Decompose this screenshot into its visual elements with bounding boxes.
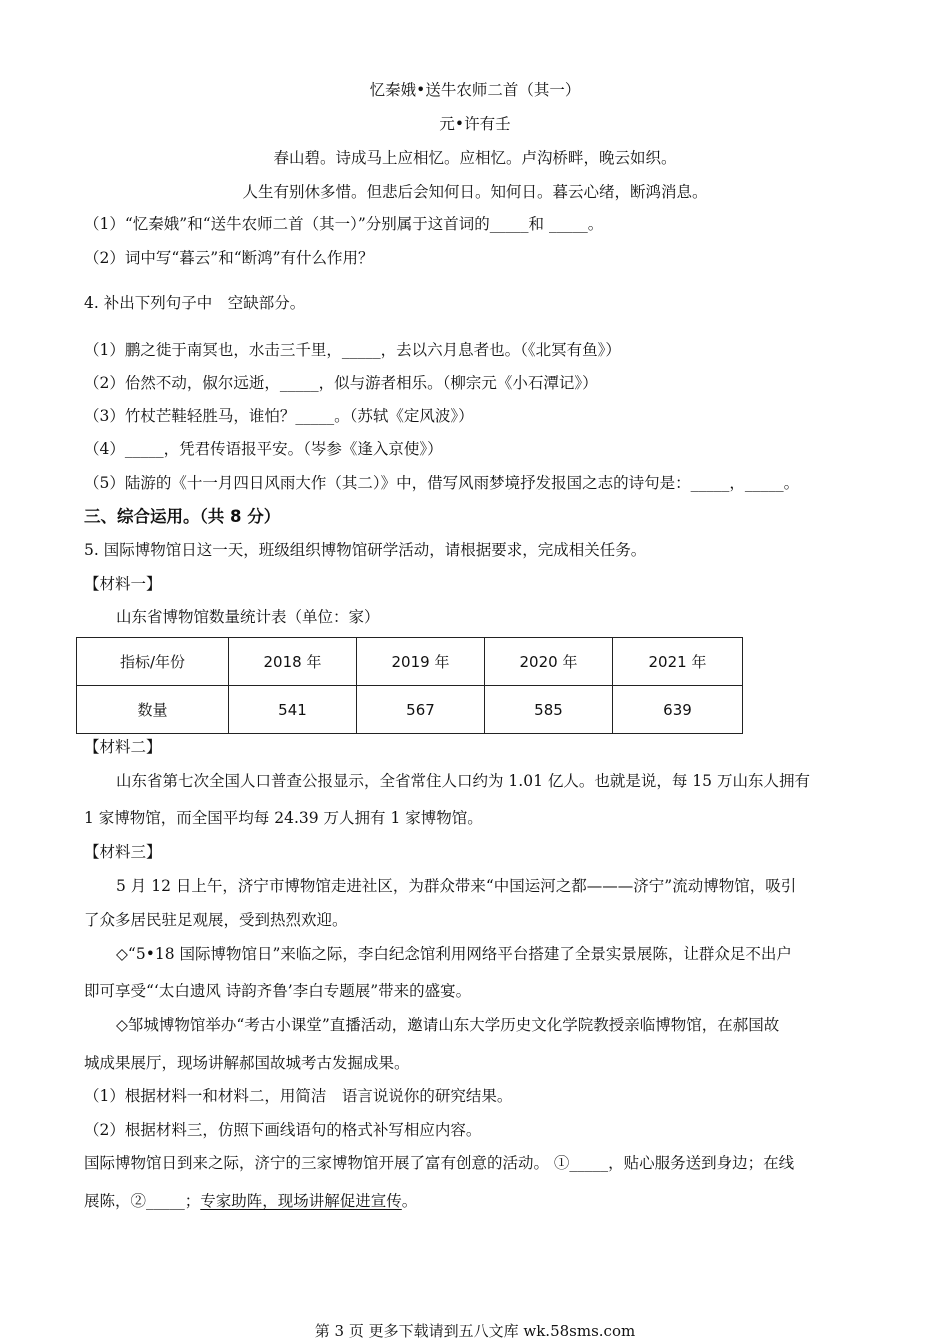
material-2-line: 1 家博物馆，而全国平均每 24.39 万人拥有 1 家博物馆。 xyxy=(84,809,483,827)
material-3-label: 【材料三】 xyxy=(84,843,162,861)
material-2-label: 【材料二】 xyxy=(84,738,162,756)
table-header-cell: 2020 年 xyxy=(485,638,613,686)
table-cell: 585 xyxy=(485,686,613,734)
material-3-line: ◇“5•18 国际博物馆日”来临之际，李白纪念馆利用网络平台搭建了全景实景展陈，让群众足不出户 xyxy=(116,945,792,963)
question-5-intro: 5. 国际博物馆日这一天，班级组织博物馆研学活动，请根据要求，完成相关任务。 xyxy=(84,541,647,559)
table-header-cell: 2021 年 xyxy=(613,638,743,686)
poem-title: 忆秦娥•送牛农师二首（其一） xyxy=(369,81,581,99)
underlined-model-phrase: 专家助阵，现场讲解促进宣传 xyxy=(200,1192,402,1210)
table-cell: 639 xyxy=(613,686,743,734)
fill-in-text: 。 xyxy=(401,1192,418,1210)
material-1-label: 【材料一】 xyxy=(84,575,162,593)
material-3-line: ◇邹城博物馆举办“考古小课堂”直播活动，邀请山东大学历史文化学院教授亲临博物馆，在郝国故 xyxy=(116,1016,780,1034)
material-3-line: 了众多居民驻足观展，受到热烈欢迎。 xyxy=(84,911,348,929)
question-4-item: （2）佁然不动，俶尔远逝，_____，似与游者相乐。（柳宗元《小石潭记》） xyxy=(84,374,598,392)
material-3-line: 即可享受“‘太白遗风 诗韵齐鲁’李白专题展”带来的盛宴。 xyxy=(84,982,472,1000)
question-5-sub-2: （2）根据材料三，仿照下画线语句的格式补写相应内容。 xyxy=(84,1121,482,1139)
question-4-item: （4）_____，凭君传语报平安。（岑参《逢入京使》） xyxy=(84,440,443,458)
page-footer: 第 3 页 更多下载请到五八文库 wk.58sms.com xyxy=(314,1322,636,1340)
material-2-line: 山东省第七次全国人口普查公报显示，全省常住人口约为 1.01 亿人。也就是说，每 15 万山东人拥有 xyxy=(116,772,810,790)
question-4-item: （5）陆游的《十一月四日风雨大作（其二）》中，借写风雨梦境抒发报国之志的诗句是：_____，_____。 xyxy=(84,474,800,492)
question-4-title: 4. 补出下列句子中 空缺部分。 xyxy=(84,294,306,312)
fill-in-line: 国际博物馆日到来之际，济宁的三家博物馆开展了富有创意的活动。 ①_____，贴心服务送到身边；在线 xyxy=(84,1154,795,1172)
question-4-item: （1）鹏之徙于南冥也，水击三千里，_____，去以六月息者也。（《北冥有鱼》） xyxy=(84,341,621,359)
section-3-heading: 三、综合运用。（共 8 分） xyxy=(84,507,281,526)
fill-in-line xyxy=(84,1191,417,1211)
fill-in-text: 展陈，②_____； xyxy=(84,1192,201,1210)
table-header-cell: 2019 年 xyxy=(357,638,485,686)
table-caption: 山东省博物馆数量统计表（单位：家） xyxy=(116,608,380,626)
museum-count-table xyxy=(76,637,743,734)
table-cell: 567 xyxy=(357,686,485,734)
table-cell: 541 xyxy=(229,686,357,734)
table-cell: 数量 xyxy=(77,686,229,734)
question-4-item: （3）竹杖芒鞋轻胜马，谁怕？_____。（苏轼《定风波》） xyxy=(84,407,474,425)
poem-line-2: 人生有别休多惜。但悲后会知何日。知何日。暮云心绪，断鸿消息。 xyxy=(242,183,708,201)
table-header-row xyxy=(77,638,743,686)
poem-line-1: 春山碧。诗成马上应相忆。应相忆。卢沟桥畔，晚云如织。 xyxy=(273,149,677,167)
table-header-cell: 2018 年 xyxy=(229,638,357,686)
poem-question-1: （1）“忆秦娥”和“送牛农师二首（其一）”分别属于这首词的_____和 _____。 xyxy=(84,215,604,233)
poem-author: 元•许有壬 xyxy=(439,115,511,133)
material-3-line: 5 月 12 日上午，济宁市博物馆走进社区，为群众带来“中国运河之都———济宁”流动博物馆，吸引 xyxy=(116,877,797,895)
poem-question-2: （2）词中写“暮云”和“断鸿”有什么作用？ xyxy=(84,249,374,267)
table-row xyxy=(77,686,743,734)
question-5-sub-1: （1）根据材料一和材料二，用简洁 语言说说你的研究结果。 xyxy=(84,1087,513,1105)
table-header-cell: 指标/年份 xyxy=(77,638,229,686)
material-3-line: 城成果展厅，现场讲解郝国故城考古发掘成果。 xyxy=(84,1054,410,1072)
